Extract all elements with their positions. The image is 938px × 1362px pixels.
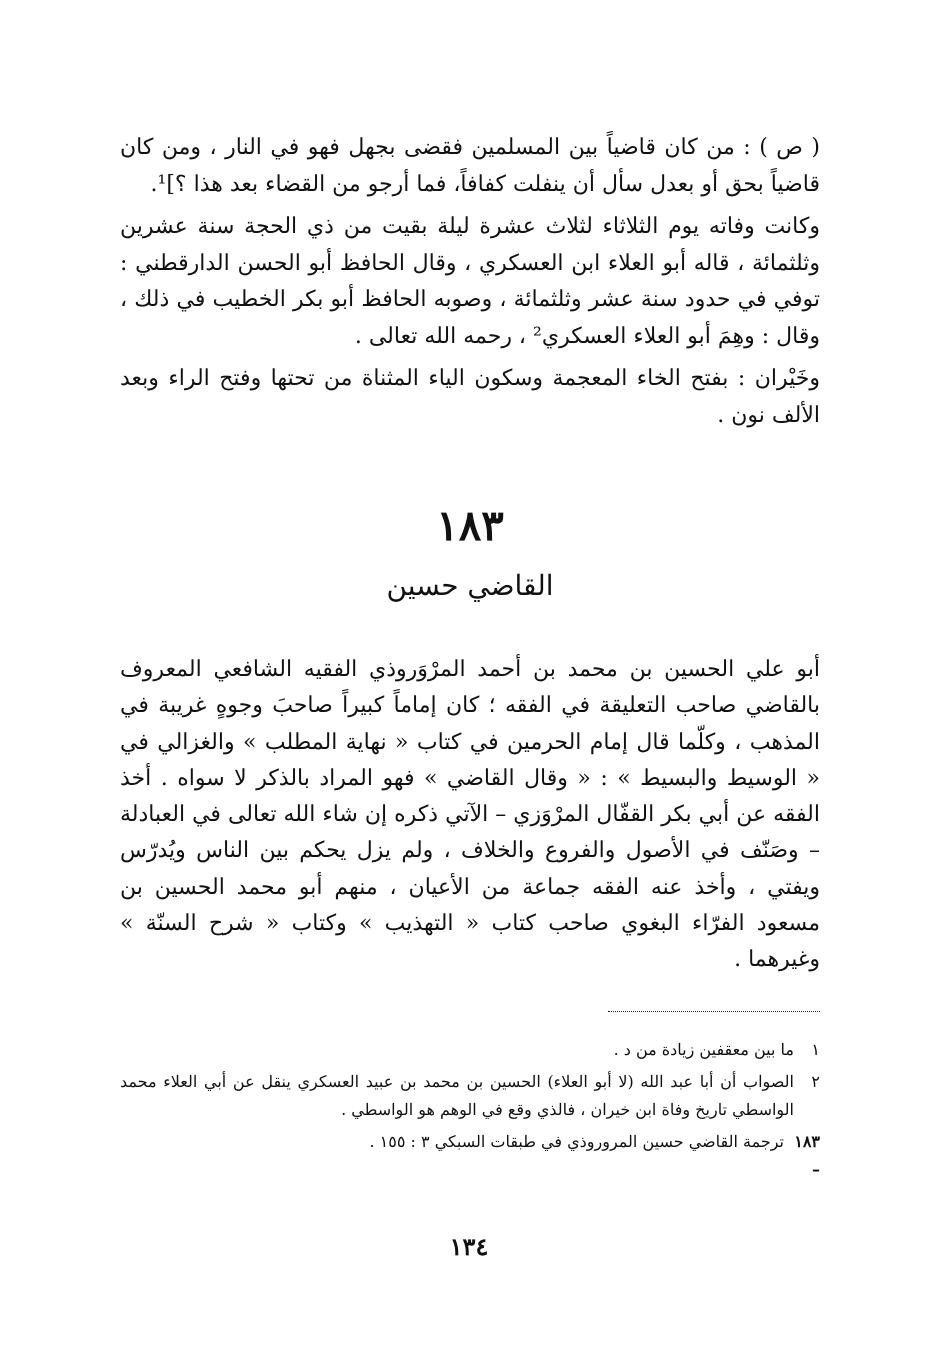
- footnote-2: [120, 1068, 820, 1124]
- footnote-number: ١: [811, 1039, 820, 1059]
- entry-number: ١٨٣: [436, 501, 504, 550]
- footnote-text: ما بين معقفين زيادة من د .: [613, 1039, 794, 1059]
- entry-body: [120, 652, 820, 979]
- paragraph-death-date: وكانت وفاته يوم الثلاثاء لثلاث عشرة ليلة بقيت من ذي الحجة سنة عشرين وثلثمائة ، قاله أبو العلاء ابن العسكري ، وقال الحافظ أبو الحسن الدارقطني : توفي في حدود سنة عشر وثلثمائة ، وصوبه الحافظ أبو بكر الخطيب في ذلك ، وقال : وهِمَ أبو العلاء العسكري² ، رحمه الله تعالى .: [120, 214, 820, 349]
- footnote-text: ترجمة القاضي حسين المروروذي في طبقات السبكي ٣ : ١٥٥ .: [369, 1131, 784, 1151]
- page-content: [120, 130, 820, 1188]
- previous-entry-continuation: [120, 130, 820, 434]
- footnote-divider: [608, 1011, 820, 1012]
- paragraph-name-spelling: وخَيْران : بفتح الخاء المعجمة وسكون الياء المثناة من تحتها وفتح الراء وبعد الألف نون .: [120, 366, 820, 428]
- paragraph-quote: ( ص ) : من كان قاضياً بين المسلمين فقضى بجهل فهو في النار ، ومن كان قاضياً بحق أو بعدل سأل أن ينفلت كفافاً، فما أرجو من القضاء بعد هذا ؟]¹.: [120, 135, 820, 197]
- entry-body-paragraph: أبو علي الحسين بن محمد بن أحمد المرْوَروذي الفقيه الشافعي المعروف بالقاضي صاحب التعليقة في الفقه ؛ كان إماماً كبيراً صاحبَ وجوهٍ غريبة في المذهب ، وكلّما قال إمام الحرمين في كتاب « نهاية المطلب » والغزالي في « الوسيط والبسيط » : « وقال القاضي » فهو المراد بالذكر لا سواه . أخذ الفقه عن أبي بكر القفّال المرْوَزي – الآتي ذكره إن شاء الله تعالى في العبادلة – وصَنّف في الأصول والفروع والخلاف ، ولم يزل يحكم بين الناس ويُدرّس ويفتي ، وأخذ عنه الفقه جماعة من الأعيان ، منهم أبو محمد الحسين بن مسعود الفرّاء البغوي صاحب كتاب « التهذيب » وكتاب « شرح السنّة » وغيرهما .: [120, 657, 820, 973]
- footnote-entry-source: [120, 1128, 820, 1184]
- footnote-1: [120, 1036, 820, 1064]
- footnote-text: الصواب أن أبا عبد الله (لا أبو العلاء) الحسين بن محمد بن عبيد العسكري ينقل عن أبي العلاء محمد الواسطي تاريخ وفاة ابن خيران ، فالذي وقع في الوهم هو الواسطي .: [120, 1071, 794, 1119]
- footnote-number: ١٨٣ –: [794, 1131, 820, 1179]
- entry-title: القاضي حسين: [386, 569, 554, 602]
- footnotes: [120, 1036, 820, 1184]
- footnote-number: ٢: [811, 1071, 820, 1091]
- page-number: ١٣٤: [449, 1232, 489, 1261]
